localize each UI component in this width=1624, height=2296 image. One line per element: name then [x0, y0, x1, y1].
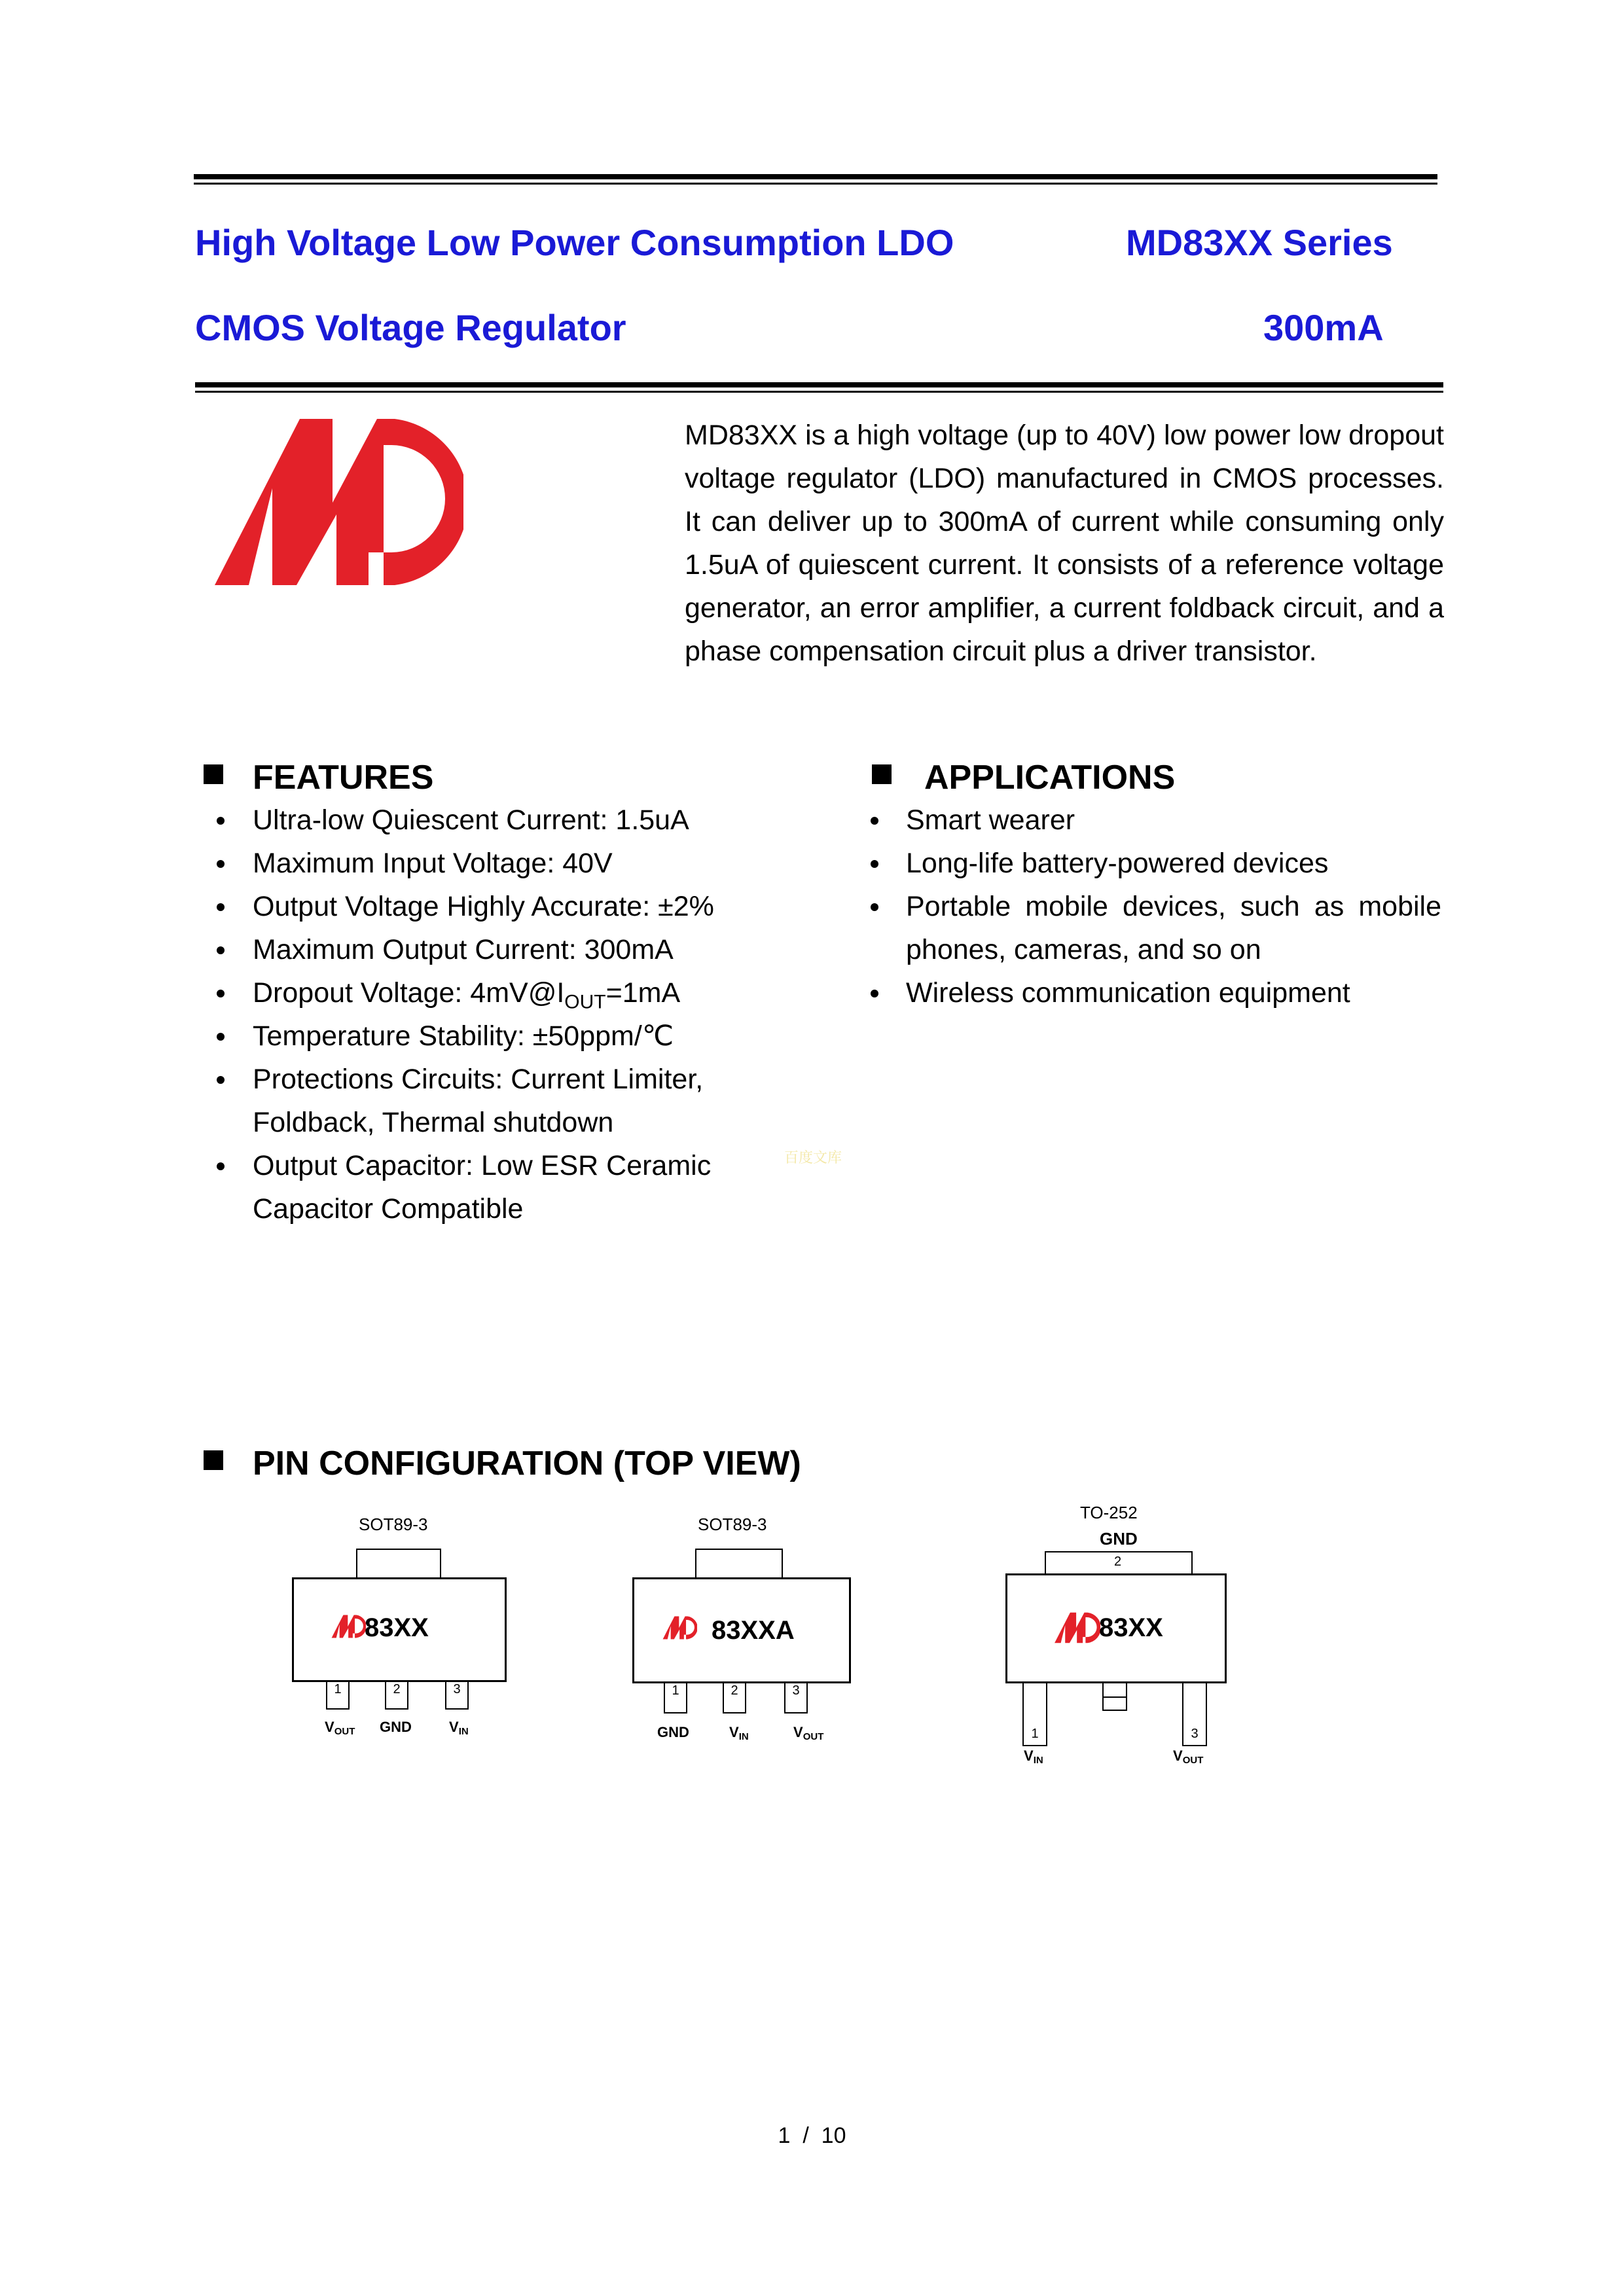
pin-name: $V_{OUT}$ [793, 1724, 824, 1742]
dropout-suffix: =1mA [605, 977, 681, 1009]
feature-bullet-icon [217, 990, 225, 997]
feature-bullet-icon [217, 903, 225, 911]
header-rule-thick [195, 382, 1443, 387]
top-rule-thick [194, 174, 1437, 179]
features-square-icon [204, 764, 223, 784]
pin-1: 1 [664, 1682, 687, 1713]
pin-3: 3 [784, 1682, 808, 1713]
intro-paragraph: MD83XX is a high voltage (up to 40V) low power low dropout voltage regulator (LDO) manufactured in CMOS processes. It can deliver up to 300mA of current while consuming only 1.5uA of quiescent current. It consists of a reference voltage generator, an error amplifier, a current foldback circuit, and a phase compensation circuit plus a driver transistor. [685, 420, 1444, 667]
chip-marking: 83XXA [712, 1616, 795, 1645]
feature-item: Output Capacitor: Low ESR Ceramic [253, 1150, 712, 1181]
feature-item: Output Voltage Highly Accurate: ±2% [253, 891, 714, 922]
feature-bullet-icon [217, 1076, 225, 1084]
package-tab [356, 1549, 441, 1579]
application-item: Portable mobile devices, such as mobile [906, 891, 1441, 922]
application-item: Wireless communication equipment [906, 977, 1350, 1009]
title-line1-left: High Voltage Low Power Consumption LDO [195, 222, 954, 263]
pin-config-square-icon [204, 1450, 223, 1470]
feature-bullet-icon [217, 860, 225, 868]
feature-item: Protections Circuits: Current Limiter, [253, 1064, 704, 1095]
feature-bullet-icon [217, 1033, 225, 1041]
top-rule-thin [194, 183, 1437, 185]
tab-pin-number: 2 [1114, 1554, 1122, 1569]
application-bullet-icon [871, 903, 878, 911]
application-item: Smart wearer [906, 804, 1075, 836]
pin-3: 3 [445, 1681, 469, 1710]
pin-name: $V_{IN}$ [1024, 1748, 1043, 1766]
package-name: SOT89-3 [359, 1515, 428, 1534]
package-name: TO-252 [1080, 1503, 1138, 1522]
applications-title: APPLICATIONS [924, 759, 1176, 797]
application-bullet-icon [871, 860, 878, 868]
pin-name: GND [380, 1719, 412, 1735]
pin-name: $V_{IN}$ [449, 1719, 469, 1737]
feature-bullet-icon [217, 817, 225, 825]
features-title: FEATURES [253, 759, 434, 797]
title-line1-right: MD83XX Series [1126, 222, 1393, 263]
pin-name: $V_{OUT}$ [325, 1719, 355, 1737]
pin-3: 3 [1182, 1682, 1207, 1746]
feature-item: Ultra-low Quiescent Current: 1.5uA [253, 804, 689, 836]
application-bullet-icon [871, 817, 878, 825]
application-item: Long-life battery-powered devices [906, 848, 1329, 879]
feature-item: Maximum Output Current: 300mA [253, 934, 674, 965]
page-number: 1 / 10 [778, 2123, 846, 2148]
package-name: SOT89-3 [698, 1515, 767, 1534]
feature-item-continued: Foldback, Thermal shutdown [253, 1107, 614, 1138]
pin-name: GND [657, 1724, 689, 1740]
dropout-prefix: Dropout Voltage: 4mV@I [253, 977, 565, 1009]
feature-item-continued: Capacitor Compatible [253, 1193, 524, 1225]
feature-bullet-icon [217, 946, 225, 954]
pin-1: 1 [326, 1681, 350, 1710]
chip-marking: 83XX [1099, 1613, 1163, 1642]
feature-bullet-icon [217, 1162, 225, 1170]
applications-square-icon [872, 764, 892, 784]
title-line2-right: 300mA [1263, 307, 1384, 348]
chip-logo-icon [331, 1615, 366, 1638]
watermark-text: 百度文库 [784, 1149, 842, 1166]
tab-pin-name: GND [1100, 1529, 1138, 1549]
application-item-continued: phones, cameras, and so on [906, 934, 1261, 965]
pin-name: $V_{IN}$ [729, 1724, 749, 1742]
company-logo [208, 416, 463, 588]
application-bullet-icon [871, 990, 878, 997]
chip-logo-icon [662, 1616, 697, 1640]
package-body [292, 1577, 507, 1682]
pin-2: 2 [385, 1681, 408, 1710]
package-tab [1045, 1551, 1193, 1575]
center-tab-line [1102, 1696, 1127, 1698]
package-body [1005, 1573, 1227, 1683]
chip-logo-icon [1053, 1612, 1100, 1643]
package-body [632, 1577, 851, 1683]
feature-item: Maximum Input Voltage: 40V [253, 848, 613, 879]
package-tab [695, 1549, 783, 1579]
pin-config-title: PIN CONFIGURATION (TOP VIEW) [253, 1444, 801, 1482]
header-rule-thin [195, 391, 1443, 393]
dropout-sub: OUT [564, 991, 606, 1013]
chip-marking: 83XX [365, 1613, 429, 1642]
feature-item: Temperature Stability: ±50ppm/℃ [253, 1020, 674, 1052]
pin-2: 2 [723, 1682, 746, 1713]
title-line2-left: CMOS Voltage Regulator [195, 307, 626, 348]
pin-1: 1 [1022, 1682, 1047, 1746]
pin-name: $V_{OUT}$ [1173, 1748, 1204, 1766]
